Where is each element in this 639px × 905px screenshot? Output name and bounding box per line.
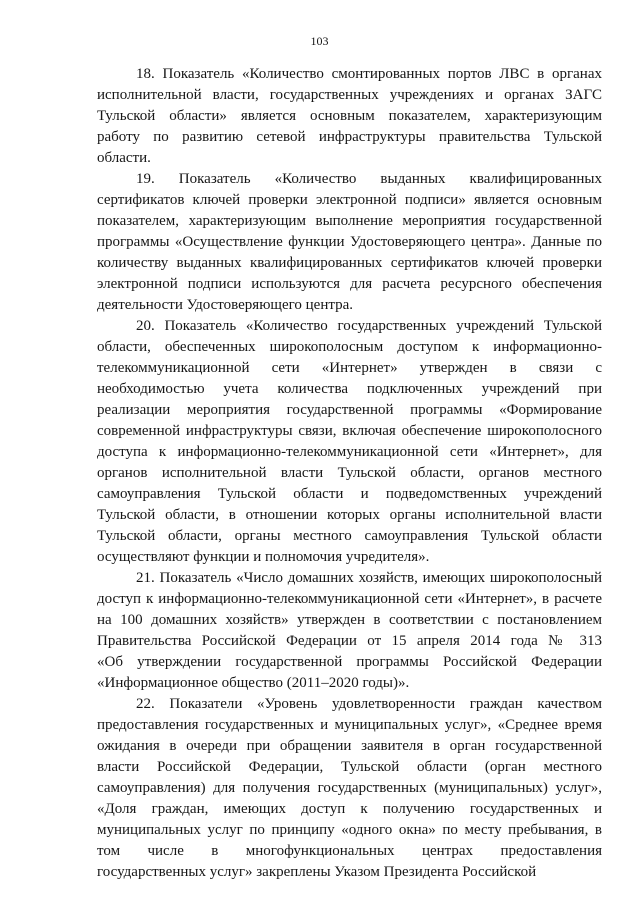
text-line: области, обеспеченных широкополосным доступом к информационно- <box>97 339 602 355</box>
text-line: 21. Показатель «Число домашних хозяйств, имеющих широкополосный <box>136 570 602 586</box>
text-line: 22. Показатели «Уровень удовлетворенности граждан качеством <box>136 696 602 712</box>
text-line: количеству выданных квалифицированных сертификатов ключей проверки <box>97 255 602 271</box>
text-line: муниципальных услуг по принципу «одного окна» по месту пребывания, в <box>97 822 602 838</box>
text-line: работу по развитию сетевой инфраструктуры правительства Тульской <box>97 129 602 145</box>
text-line: реализации мероприятия государственной программы «Формирование <box>97 402 602 418</box>
text-line: осуществляют функции и полномочия учредителя». <box>97 549 430 565</box>
paragraph-18 <box>97 64 602 169</box>
text-line: 20. Показатель «Количество государственных учреждений Тульской <box>136 318 602 334</box>
text-line: электронной подписи используются для расчета ресурсного обеспечения <box>97 276 602 292</box>
paragraph-21 <box>97 568 602 694</box>
text-line: государственных услуг» закреплены Указом Президента Российской <box>97 864 537 880</box>
text-line: самоуправления Тульской области и подведомственных учреждений <box>97 486 602 502</box>
text-line: исполнительной власти, государственных учреждениях и органах ЗАГС <box>97 87 602 103</box>
text-line: Тульской области, органы местного самоуправления Тульской области <box>97 528 602 544</box>
paragraph-22 <box>97 694 602 883</box>
text-line: деятельности Удостоверяющего центра. <box>97 297 354 313</box>
text-line: доступ к информационно-телекоммуникационной сети «Интернет», в расчете <box>97 591 602 607</box>
text-line: власти Российской Федерации, Тульской области (орган местного <box>97 759 602 775</box>
text-line: ожидания в очереди при обращении заявителя в орган государственной <box>97 738 602 754</box>
paragraph-20 <box>97 316 602 568</box>
text-line: программы «Осуществление функции Удостоверяющего центра». Данные по <box>97 234 602 250</box>
text-line: Тульской области» является основным показателем, характеризующим <box>97 108 602 124</box>
text-line: на 100 домашних хозяйств» утвержден в соответствии с постановлением <box>97 612 602 628</box>
text-line: 18. Показатель «Количество смонтированных портов ЛВС в органах <box>136 66 602 82</box>
text-line: области. <box>97 150 151 166</box>
text-line: Тульской области, в отношении которых органы исполнительной власти <box>97 507 602 523</box>
text-line: предоставления государственных и муниципальных услуг», «Среднее время <box>97 717 602 733</box>
text-line: «Об утверждении государственной программы Российской Федерации <box>97 654 602 670</box>
text-line: показателем, характеризующим выполнение мероприятия государственной <box>97 213 602 229</box>
paragraph-19 <box>97 169 602 316</box>
document-body <box>97 64 602 883</box>
text-line: том числе в многофункциональных центрах предоставления <box>97 843 602 859</box>
text-line: необходимостью учета количества подключенных учреждений при <box>97 381 602 397</box>
text-line: «Доля граждан, имеющих доступ к получению государственных и <box>97 801 602 817</box>
page-number: 103 <box>310 34 329 48</box>
text-line: 19. Показатель «Количество выданных квалифицированных <box>136 171 602 187</box>
text-line: «Информационное общество (2011–2020 годы)». <box>97 675 410 691</box>
text-line: современной инфраструктуры связи, включая обеспечение широкополосного <box>97 423 602 439</box>
text-line: органов исполнительной власти Тульской области, органов местного <box>97 465 602 481</box>
text-line: самоуправления) для получения государственных (муниципальных) услуг», <box>97 780 602 796</box>
text-line: телекоммуникационной сети «Интернет» утвержден в связи с <box>97 360 602 376</box>
text-line: Правительства Российской Федерации от 15 апреля 2014 года № 313 <box>97 633 602 649</box>
text-line: доступа к информационно-телекоммуникационной сети «Интернет», для <box>97 444 602 460</box>
text-line: сертификатов ключей проверки электронной подписи» является основным <box>97 192 602 208</box>
